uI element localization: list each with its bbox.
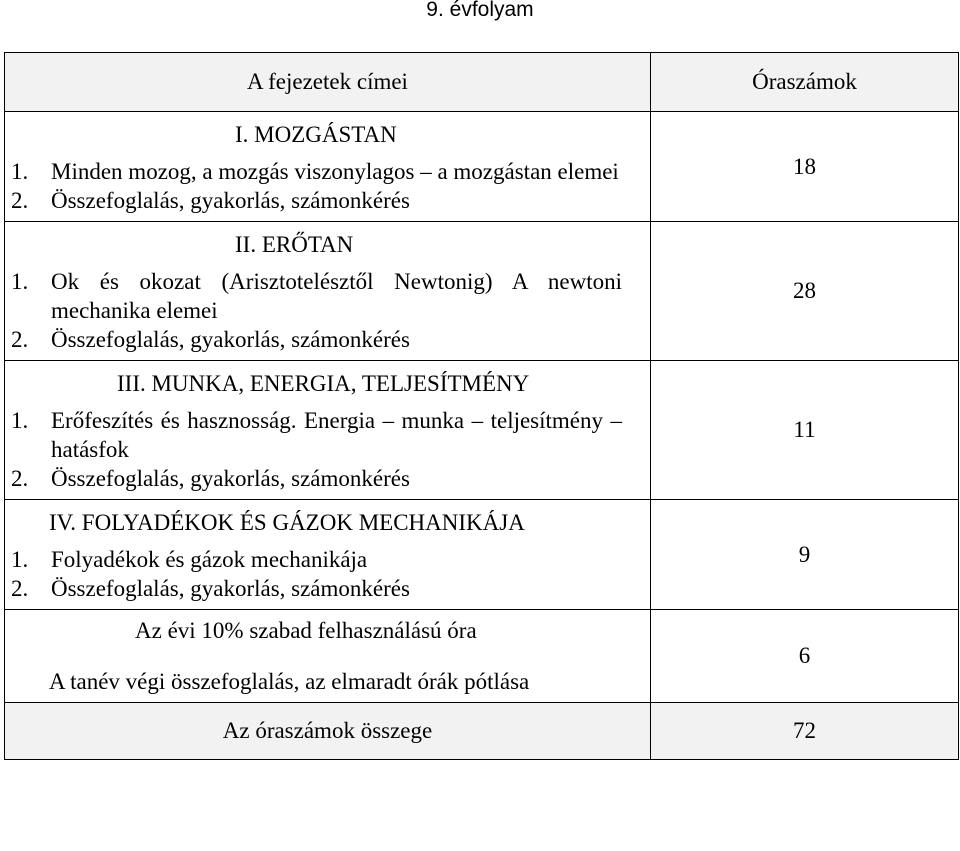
extra-cell: [5, 610, 651, 703]
chapter-cell: [5, 112, 651, 222]
item-text: Összefoglalás, gyakorlás, számonkérés: [51, 466, 410, 491]
list-item: [5, 186, 650, 215]
table-row: [5, 500, 959, 610]
item-number: 2.: [11, 188, 29, 213]
chapter-title: I. MOZGÁSTAN: [235, 122, 397, 147]
item-number: 1.: [11, 547, 29, 572]
header-hours: Óraszámok: [651, 53, 959, 112]
review-text: A tanév végi összefoglalás, az elmaradt órák pótlása: [49, 669, 530, 694]
total-label: Az óraszámok összege: [5, 703, 651, 760]
chapter-title: IV. FOLYADÉKOK ÉS GÁZOK MECHANIKÁJA: [49, 510, 525, 535]
list-item: [5, 267, 650, 325]
list-item: [5, 325, 650, 354]
item-number: 2.: [11, 466, 29, 491]
table-header-row: [5, 53, 959, 112]
chapter-cell: [5, 222, 651, 361]
hours-cell: 18: [651, 112, 959, 222]
hours-cell: 28: [651, 222, 959, 361]
hours-cell: 6: [651, 610, 959, 703]
table-row: [5, 361, 959, 500]
item-number: 2.: [11, 576, 29, 601]
grade-title: 9. évfolyam: [426, 0, 534, 21]
item-text: Összefoglalás, gyakorlás, számonkérés: [51, 576, 410, 601]
chapter-title: II. ERŐTAN: [235, 232, 354, 257]
chapter-cell: [5, 361, 651, 500]
free-hours-text: Az évi 10% szabad felhasználású óra: [135, 618, 477, 643]
chapter-title: III. MUNKA, ENERGIA, TELJESÍTMÉNY: [117, 371, 530, 396]
list-item: [5, 464, 650, 493]
item-text: Minden mozog, a mozgás viszonylagos – a mozgástan elemei: [51, 159, 619, 184]
item-number: 2.: [11, 327, 29, 352]
curriculum-table: [4, 52, 959, 760]
chapter-cell: [5, 500, 651, 610]
list-item: [5, 406, 650, 464]
header-chapter-titles: A fejezetek címei: [5, 53, 651, 112]
table-row: [5, 222, 959, 361]
list-item: [5, 574, 650, 603]
hours-cell: 11: [651, 361, 959, 500]
item-number: 1.: [11, 269, 29, 294]
hours-cell: 9: [651, 500, 959, 610]
item-text: Ok és okozat (Arisztotelésztől Newtonig) A newtoni mechanika elemei: [51, 269, 622, 323]
list-item: [5, 157, 650, 186]
table-row: [5, 112, 959, 222]
total-row: [5, 703, 959, 760]
list-item: [5, 545, 650, 574]
item-number: 1.: [11, 408, 29, 433]
item-text: Erőfeszítés és hasznosság. Energia – munka – teljesítmény – hatásfok: [51, 408, 622, 462]
item-text: Folyadékok és gázok mechanikája: [51, 547, 368, 572]
total-hours: 72: [651, 703, 959, 760]
table-row: [5, 610, 959, 703]
item-text: Összefoglalás, gyakorlás, számonkérés: [51, 327, 410, 352]
item-number: 1.: [11, 159, 29, 184]
item-text: Összefoglalás, gyakorlás, számonkérés: [51, 188, 410, 213]
